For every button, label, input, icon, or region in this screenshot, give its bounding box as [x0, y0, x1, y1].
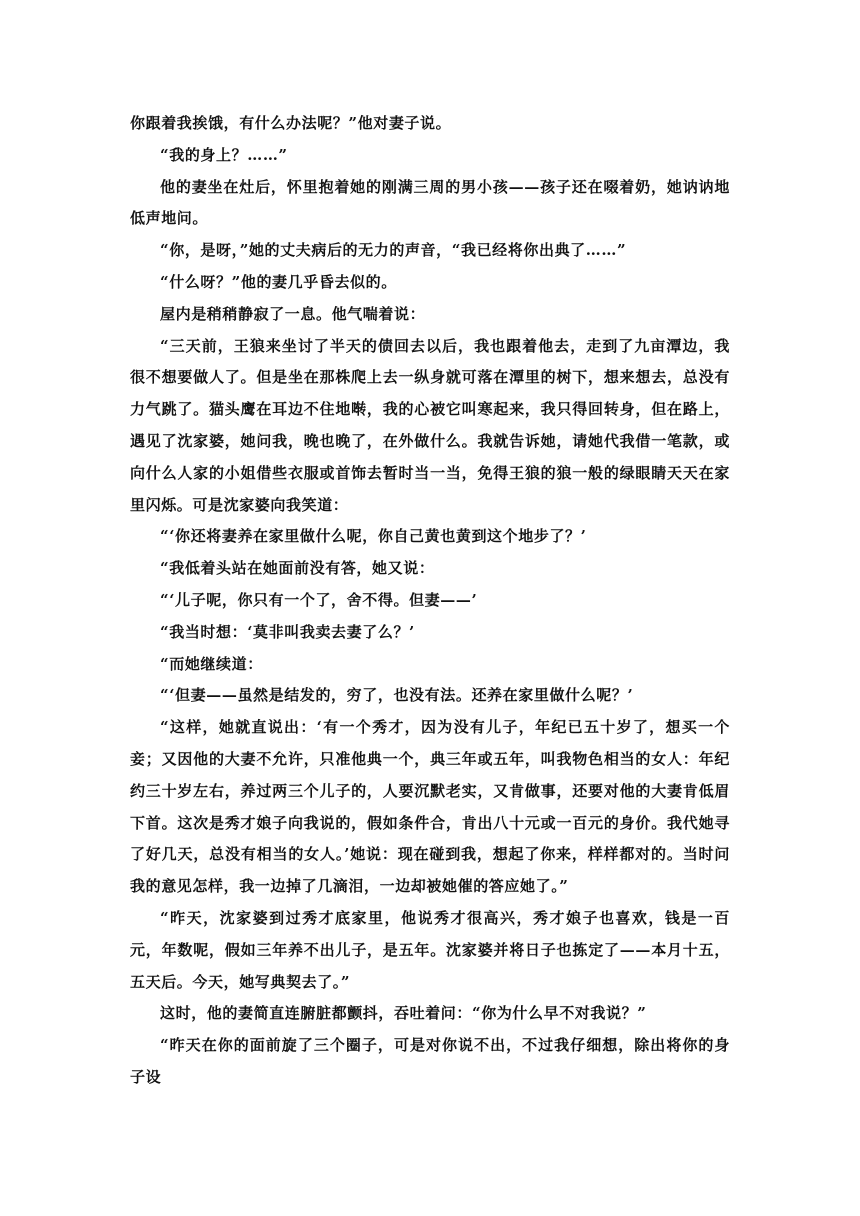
paragraph: “你，是呀，”她的丈夫病后的无力的声音，“我已经将你出典了……”: [160, 241, 627, 260]
paragraph: “我低着头站在她面前没有答，她又说：: [160, 559, 435, 578]
paragraph: 屋内是稍稍静寂了一息。他气喘着说：: [160, 304, 426, 323]
document-body: [130, 108, 730, 1094]
paragraph: “昨天在你的面前旋了三个圈子，可是对你说不出，不过我仔细想，除出将你的身子设: [130, 1036, 730, 1086]
paragraph: “‘但妻——虽然是结发的，穷了，也没有法。还养在家里做什么呢？’: [160, 686, 634, 705]
paragraph: “‘你还将妻养在家里做什么呢，你自己黄也黄到这个地步了？’: [160, 527, 587, 546]
paragraph: “而她继续道：: [160, 654, 263, 673]
paragraph: “‘儿子呢，你只有一个了，舍不得。但妻——’: [160, 590, 478, 609]
paragraph: “什么呀？”他的妻几乎昏去似的。: [160, 272, 397, 291]
paragraph: 他的妻坐在灶后，怀里抱着她的刚满三周的男小孩——孩子还在啜着奶，她讷讷地低声地问。: [130, 177, 730, 228]
paragraph: “三天前，王狼来坐讨了半天的债回去以后，我也跟着他去，走到了九亩潭边，我很不想要做人了。但是坐在那株爬上去一纵身就可落在潭里的树下，想来想去，总没有力气跳了。猫头鹰在耳边不住地啭，我的心被它叫寒起来，我只得回转身，但在路上，遇见了沈家婆，她问我，晚也晚了，在外做什么。我就告诉她，请她代我借一笔款，或向什么人家的小姐借些衣服或首饰去暂时当一当，免得王狼的狼一般的绿眼睛天天在家里闪烁。可是沈家婆向我笑道：: [130, 336, 730, 514]
paragraph: “这样，她就直说出：‘有一个秀才，因为没有儿子，年纪已五十岁了，想买一个妾；又因他的大妻不允许，只准他典一个，典三年或五年，叫我物色相当的女人：年纪约三十岁左右，养过两三个儿子的，人要沉默老实，又肯做事，还要对他的大妻肯低眉下首。这次是秀才娘子向我说的，假如条件合，肯出八十元或一百元的身价。我代她寻了好几天，总没有相当的女人。’她说：现在碰到我，想起了你来，样样都对的。当时问我的意见怎样，我一边掉了几滴泪，一边却被她催的答应她了。”: [130, 718, 730, 896]
paragraph: “我当时想：‘莫非叫我卖去妻了么？’: [160, 622, 415, 641]
paragraph: 这时，他的妻简直连腑脏都颤抖，吞吐着问：“你为什么早不对我说？”: [160, 1004, 647, 1023]
paragraph: “我的身上？……”: [160, 145, 288, 164]
paragraph: “昨天，沈家婆到过秀才底家里，他说秀才很高兴，秀才娘子也喜欢，钱是一百元，年数呢，假如三年养不出儿子，是五年。沈家婆并将日子也拣定了——本月十五，五天后。今天，她写典契去了。”: [130, 908, 730, 991]
paragraph: 你跟着我挨饿，有什么办法呢？”他对妻子说。: [130, 114, 452, 132]
